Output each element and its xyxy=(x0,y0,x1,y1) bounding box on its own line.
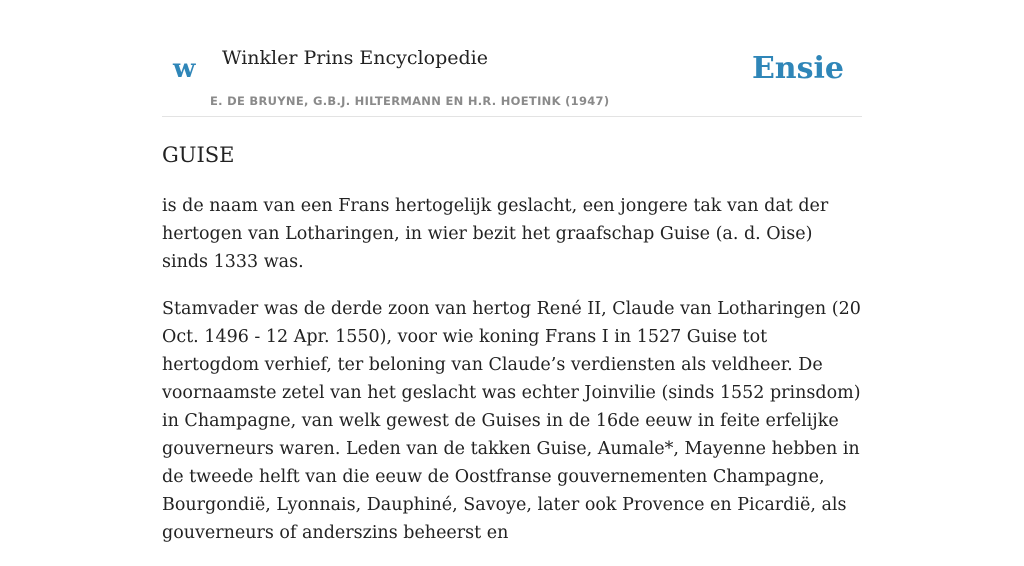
publication-authors: E. DE BRUYNE, G.B.J. HILTERMANN EN H.R. HOETINK (1947) xyxy=(210,94,610,108)
article-paragraph: Stamvader was de derde zoon van hertog René II, Claude van Lotharingen (20 Oct. 1496 - 12 Apr. 1550), voor wie koning Frans I in 1527 Guise tot hertogdom verhief, ter beloning van Claude’s verdiensten als veldheer. De voornaamste zetel van het geslacht was echter Joinvilie (sinds 1552 prinsdom) in Champagne, van welk gewest de Guises in de 16de eeuw in feite erfelijke gouverneurs waren. Leden van de takken Guise, Aumale*, Mayenne hebben in de tweede helft van die eeuw de Oostfranse gouvernementen Champagne, Bourgondië, Lyonnais, Dauphiné, Savoye, later ook Provence en Picardië, als gouverneurs of anderszins beheerst en xyxy=(162,299,861,543)
winkler-prins-logo[interactable]: w xyxy=(173,54,196,84)
article xyxy=(162,138,862,566)
publication-title[interactable]: Winkler Prins Encyclopedie xyxy=(222,47,488,69)
article-title: GUISE xyxy=(162,143,235,167)
ensie-brand-logo[interactable]: Ensie xyxy=(751,51,844,86)
article-paragraph: is de naam van een Frans hertogelijk geslacht, een jongere tak van dat der hertogen van Lotharingen, in wier bezit het graafschap Guise (a. d. Oise) sinds 1333 was. xyxy=(162,196,829,272)
site-header xyxy=(162,0,862,117)
